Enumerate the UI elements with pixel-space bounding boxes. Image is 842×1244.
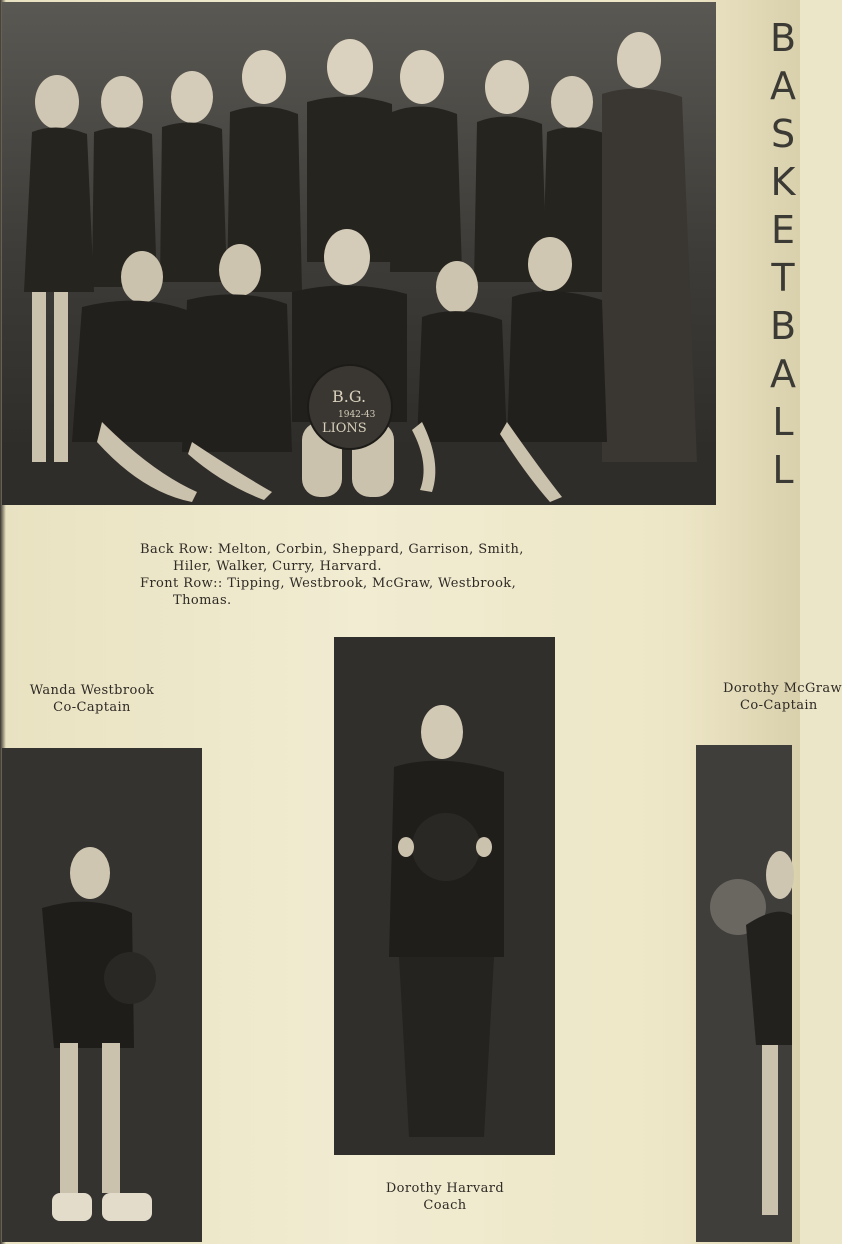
title-letter: K [770,160,796,204]
title-letter: B [769,16,797,60]
right-portrait-name: Dorothy McGraw [723,681,842,696]
title-letter: A [770,352,796,396]
front-row-line-1: Front Row:: Tipping, Westbrook, McGraw, Westbrook, [140,576,517,591]
title-letter: A [770,64,796,108]
title-letter: S [770,112,796,156]
left-portrait-role: Co-Captain [53,700,131,715]
right-portrait-illustration [696,745,792,1242]
title-letter: T [771,256,795,300]
center-portrait-caption [360,1180,530,1214]
ball-text-2: 1942-43 [338,410,376,420]
right-portrait-photo [696,745,792,1242]
center-portrait-photo [334,637,555,1155]
left-portrait-caption [12,682,172,716]
team-photo-illustration [2,2,716,505]
title-letter: E [770,208,795,252]
left-portrait-photo [2,748,202,1242]
team-caption [140,541,660,609]
title-letter: L [772,400,794,444]
front-row-line-2: Thomas. [173,593,232,608]
center-portrait-illustration [334,637,555,1155]
center-portrait-role: Coach [423,1198,467,1213]
title-letter: B [769,304,797,348]
center-portrait-name: Dorothy Harvard [385,1181,505,1196]
back-row-line-2: Hiler, Walker, Curry, Harvard. [173,559,382,574]
left-portrait-illustration [2,748,202,1242]
title-letter: L [772,448,794,492]
left-portrait-name: Wanda Westbrook [29,683,155,698]
ball-text-1: B.G. [332,387,367,406]
team-photo [2,2,716,505]
ball-text-3: LIONS [322,421,367,436]
back-row-line-1: Back Row: Melton, Corbin, Sheppard, Garrison, Smith, [140,542,524,557]
vertical-section-title [766,14,800,494]
right-portrait-role: Co-Captain [740,698,818,713]
right-portrait-caption [720,680,842,716]
